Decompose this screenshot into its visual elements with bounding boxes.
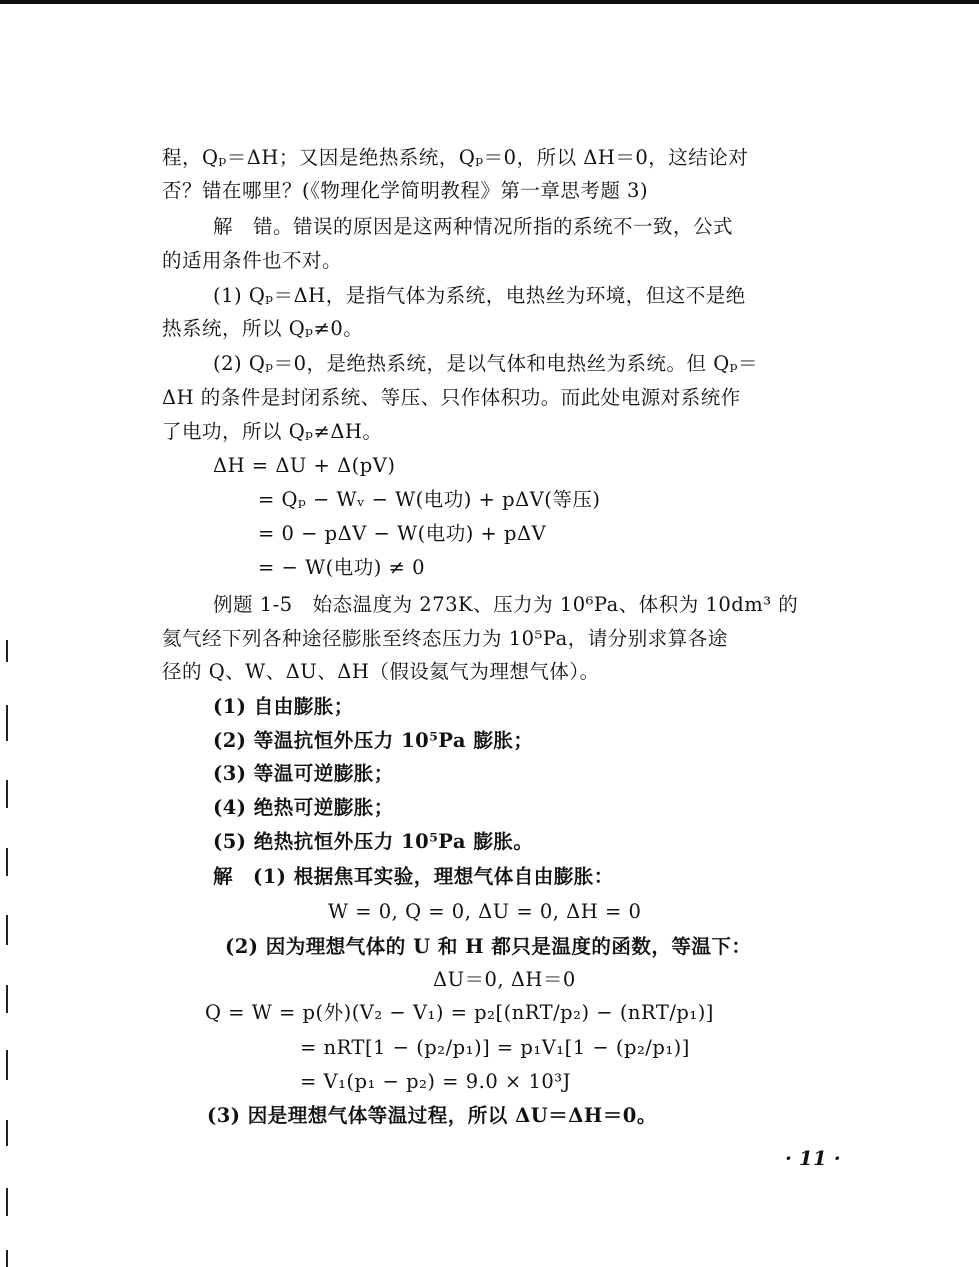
scan-margin-mark bbox=[6, 640, 8, 662]
scan-margin-mark bbox=[6, 1050, 8, 1080]
page-number: · 11 · bbox=[785, 1146, 841, 1170]
example-heading-line: 例题 1-5 始态温度为 273K、压力为 10⁶Pa、体积为 10dm³ 的 bbox=[213, 593, 799, 616]
equation-line: W = 0, Q = 0, ΔU = 0, ΔH = 0 bbox=[328, 900, 642, 923]
list-item: (2) 等温抗恒外压力 10⁵Pa 膨胀； bbox=[213, 729, 534, 752]
top-rule bbox=[0, 0, 979, 4]
text-line: (2) Qₚ＝0，是绝热系统，是以气体和电热丝为系统。但 Qₚ＝ bbox=[213, 352, 758, 375]
equation-line: = − W(电功) ≠ 0 bbox=[258, 556, 425, 579]
scan-margin-mark bbox=[6, 848, 8, 876]
text-line: (2) 因为理想气体的 U 和 H 都只是温度的函数，等温下： bbox=[225, 935, 752, 958]
text-line: (1) Qₚ＝ΔH，是指气体为系统，电热丝为环境，但这不是绝 bbox=[213, 284, 746, 307]
text-line: 热系统，所以 Qₚ≠0。 bbox=[162, 317, 364, 340]
equation-line: = V₁(p₁ − p₂) = 9.0 × 10³J bbox=[300, 1070, 571, 1093]
text-line: 的适用条件也不对。 bbox=[162, 249, 343, 272]
text-line: 解 错。错误的原因是这两种情况所指的系统不一致，公式 bbox=[213, 215, 734, 238]
scan-margin-mark bbox=[6, 1250, 8, 1267]
equation-line: = 0 − pΔV − W(电功) + pΔV bbox=[258, 522, 547, 545]
scan-margin-mark bbox=[6, 985, 8, 1013]
list-item: (5) 绝热抗恒外压力 10⁵Pa 膨胀。 bbox=[213, 830, 534, 853]
text-line: (3) 因是理想气体等温过程，所以 ΔU＝ΔH＝0。 bbox=[207, 1104, 657, 1127]
text-line: 径的 Q、W、ΔU、ΔH（假设氦气为理想气体）。 bbox=[162, 660, 600, 683]
equation-line: = Qₚ − Wᵥ − W(电功) + pΔV(等压) bbox=[258, 488, 601, 511]
list-item: (1) 自由膨胀； bbox=[213, 695, 354, 718]
equation-line: ΔU＝0, ΔH＝0 bbox=[433, 968, 576, 991]
text-line: 氦气经下列各种途径膨胀至终态压力为 10⁵Pa，请分别求算各途 bbox=[162, 627, 728, 650]
scan-margin-mark bbox=[6, 780, 8, 808]
text-line: 程，Qₚ＝ΔH；又因是绝热系统，Qₚ＝0，所以 ΔH＝0，这结论对 bbox=[162, 146, 749, 169]
list-item: (4) 绝热可逆膨胀； bbox=[213, 796, 394, 819]
text-line: 了电功，所以 Qₚ≠ΔH。 bbox=[162, 420, 383, 443]
scan-margin-mark bbox=[6, 1120, 8, 1146]
scan-margin-mark bbox=[6, 1188, 8, 1216]
text-line: 否？错在哪里？(《物理化学简明教程》第一章思考题 3) bbox=[162, 179, 649, 202]
list-item: (3) 等温可逆膨胀； bbox=[213, 762, 394, 785]
text-line: ΔH 的条件是封闭系统、等压、只作体积功。而此处电源对系统作 bbox=[162, 386, 741, 409]
equation-line: ΔH = ΔU + Δ(pV) bbox=[213, 454, 396, 477]
scan-margin-mark bbox=[6, 705, 8, 741]
equation-line: = nRT[1 − (p₂/p₁)] = p₁V₁[1 − (p₂/p₁)] bbox=[300, 1036, 690, 1059]
equation-line: Q = W = p(外)(V₂ − V₁) = p₂[(nRT/p₂) − (nRT/p₁)] bbox=[205, 1001, 714, 1024]
scan-margin-mark bbox=[6, 915, 8, 945]
solution-line: 解 (1) 根据焦耳实验，理想气体自由膨胀： bbox=[213, 865, 614, 888]
